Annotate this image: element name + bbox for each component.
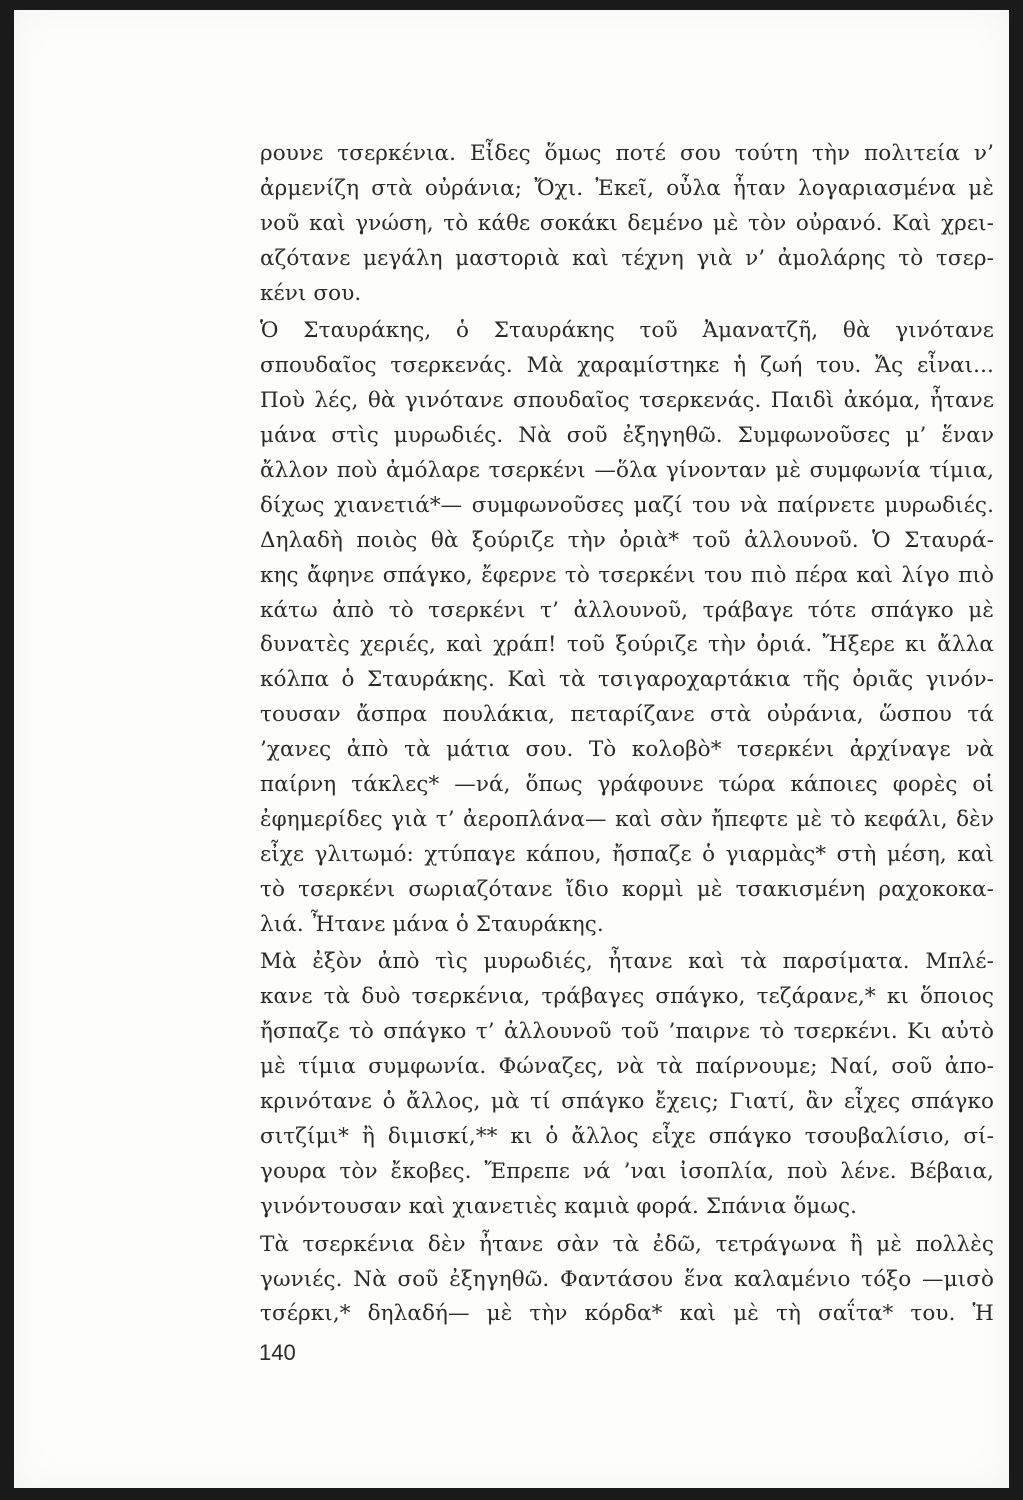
text-line: ’χανες ἀπὸ τὰ μάτια σου. Τὸ κολοβὸ* τσερκένι ἀρχίναγε νὰ bbox=[260, 737, 994, 763]
text-line: τουσαν ἄσπρα πουλάκια, πεταρίζανε στὰ οὐράνια, ὥσπου τά bbox=[260, 702, 994, 728]
text-line: γουρα τὸν ἔκοβες. Ἔπρεπε νά ’ναι ἰσοπλία, ποὺ λένε. Βέβαια, bbox=[260, 1158, 994, 1184]
text-line: Μὰ ἐξὸν ἀπὸ τὶς μυρωδιές, ἦτανε καὶ τὰ παρσίματα. Μπλέ- bbox=[260, 949, 994, 975]
text-line: ἀρμενίζη στὰ οὐράνια; Ὄχι. Ἐκεῖ, οὖλα ἦταν λογαριασμένα μὲ bbox=[260, 175, 994, 201]
text-line: εἶχε γλιτωμό: χτύπαγε κάπου, ἤσπαζε ὁ γιαρμὰς* στὴ μέση, καὶ bbox=[260, 841, 994, 867]
text-line: παίρνη τάκλες* —νά, ὅπως γράφουνε τώρα κάποιες φορὲς οἱ bbox=[260, 772, 994, 798]
text-line: κένι σου. bbox=[260, 280, 362, 306]
text-line: κάτω ἀπὸ τὸ τσερκένι τ’ ἀλλουνοῦ, τράβαγε τότε σπάγκο μὲ bbox=[260, 597, 994, 623]
text-line: κανε τὰ δυὸ τσερκένια, τράβαγες σπάγκο, τεζάρανε,* κι ὅποιος bbox=[260, 984, 994, 1010]
book-page bbox=[14, 10, 1009, 1488]
text-line: δυνατὲς χεριές, καὶ χράπ! τοῦ ξούριζε τὴν ὀριά. Ἤξερε κι ἄλλα bbox=[260, 632, 994, 658]
text-line: ἤσπαζε τὸ σπάγκο τ’ ἀλλουνοῦ τοῦ ’παιρνε τὸ τσερκένι. Κι αὐτὸ bbox=[260, 1019, 994, 1045]
text-line: γωνιές. Νὰ σοῦ ἐξηγηθῶ. Φαντάσου ἕνα καλαμένιο τόξο —μισὸ bbox=[260, 1266, 994, 1292]
text-line: κης ἄφηνε σπάγκο, ἔφερνε τὸ τσερκένι του πιὸ πέρα καὶ λίγο πιὸ bbox=[260, 562, 994, 588]
text-line: Ποὺ λές, θὰ γινότανε σπουδαῖος τσερκενάς. Παιδὶ ἀκόμα, ἦτανε bbox=[260, 388, 994, 414]
text-line: δίχως χιανετιά*— συμφωνοῦσες μαζί του νὰ παίρνετε μυρωδιές. bbox=[260, 492, 994, 518]
text-line: ἐφημερίδες γιὰ τ’ ἀεροπλάνα— καὶ σὰν ἤπεφτε μὲ τὸ κεφάλι, δὲν bbox=[260, 806, 994, 832]
text-line: Δηλαδὴ ποιὸς θὰ ξούριζε τὴν ὀριὰ* τοῦ ἀλλουνοῦ. Ὁ Σταυρά- bbox=[260, 527, 994, 553]
text-line: Ὁ Σταυράκης, ὁ Σταυράκης τοῦ Ἀμανατζῆ, θὰ γινότανε bbox=[260, 318, 994, 344]
page-number: 140 bbox=[259, 1340, 296, 1365]
text-line: Τὰ τσερκένια δὲν ἦτανε σὰν τὰ ἐδῶ, τετράγωνα ἢ μὲ πολλὲς bbox=[260, 1231, 994, 1257]
text-line: σπουδαῖος τσερκενάς. Μὰ χαραμίστηκε ἡ ζωή του. Ἄς εἶναι... bbox=[260, 353, 994, 379]
text-line: μάνα στὶς μυρωδιές. Νὰ σοῦ ἐξηγηθῶ. Συμφωνοῦσες μ’ ἕναν bbox=[260, 423, 994, 449]
text-line: γινόντουσαν καὶ χιανετιὲς καμιὰ φορά. Σπάνια ὅμως. bbox=[260, 1193, 858, 1219]
text-line: μὲ τίμια συμφωνία. Φώναζες, νὰ τὰ παίρνουμε; Ναί, σοῦ ἀπο- bbox=[260, 1054, 994, 1080]
text-line: ἄλλον ποὺ ἀμόλαρε τσερκένι —ὅλα γίνονταν μὲ συμφωνία τίμια, bbox=[260, 458, 994, 484]
body-text bbox=[260, 137, 994, 1332]
text-line: ρουνε τσερκένια. Εἶδες ὅμως ποτέ σου τούτη τὴν πολιτεία ν’ bbox=[260, 141, 994, 166]
text-line: κόλπα ὁ Σταυράκης. Καὶ τὰ τσιγαροχαρτάκια τῆς ὀριᾶς γινόν- bbox=[260, 667, 994, 693]
text-line: αζότανε μεγάλη μαστοριὰ καὶ τέχνη γιὰ ν’ ἀμολάρης τὸ τσερ- bbox=[260, 245, 994, 271]
text-line: λιά. Ἦτανε μάνα ὁ Σταυράκης. bbox=[260, 911, 604, 937]
text-line: νοῦ καὶ γνώση, τὸ κάθε σοκάκι δεμένο μὲ τὸν οὐρανό. Καὶ χρει- bbox=[260, 210, 994, 236]
text-line: σιτζίμι* ἢ διμισκί,** κι ὁ ἄλλος εἶχε σπάγκο τσουβαλίσιο, σί- bbox=[260, 1123, 994, 1149]
text-line: τσέρκι,* δηλαδή— μὲ τὴν κόρδα* καὶ μὲ τὴ σαΐτα* του. Ἡ bbox=[260, 1301, 994, 1327]
text-line: κρινότανε ὁ ἄλλος, μὰ τί σπάγκο ἔχεις; Γιατί, ἂν εἶχες σπάγκο bbox=[260, 1089, 994, 1115]
text-line: τὸ τσερκένι σωριαζότανε ἴδιο κορμὶ μὲ τσακισμένη ραχοκοκα- bbox=[260, 876, 994, 902]
